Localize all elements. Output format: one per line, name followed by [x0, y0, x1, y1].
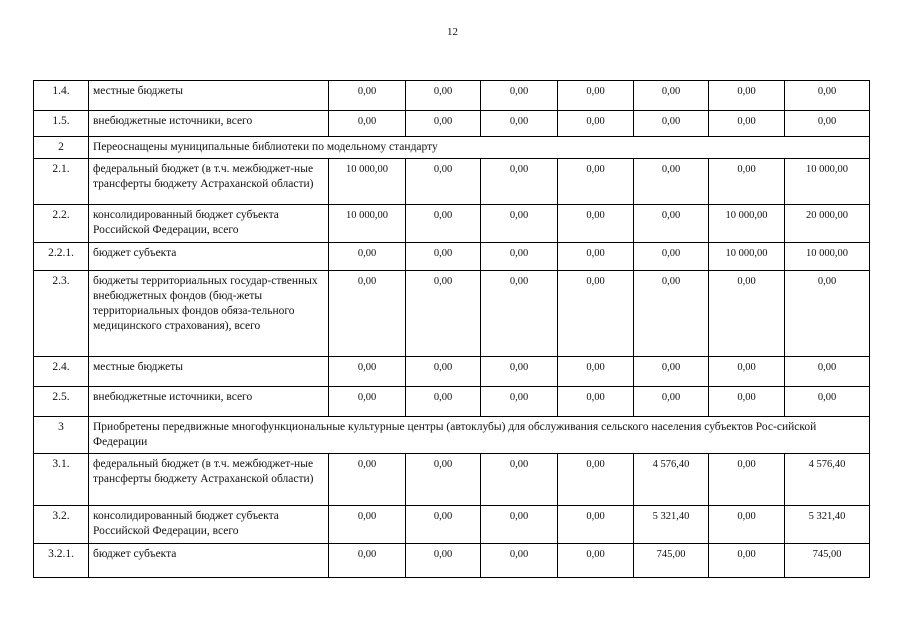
table-row: [34, 544, 870, 578]
funding-source: бюджет субъекта: [89, 243, 329, 271]
funding-source: консолидированный бюджет субъекта Российской Федерации, всего: [89, 506, 329, 544]
amount-cell: 0,00: [406, 205, 481, 243]
amount-cell: 10 000,00: [709, 205, 785, 243]
table-row: [34, 159, 870, 205]
amount-cell: 0,00: [709, 454, 785, 506]
amount-cell: 0,00: [329, 357, 406, 387]
amount-cell: 0,00: [406, 506, 481, 544]
funding-source: бюджет субъекта: [89, 544, 329, 578]
amount-cell: 0,00: [406, 159, 481, 205]
amount-cell: 0,00: [634, 357, 709, 387]
amount-cell: 0,00: [709, 159, 785, 205]
section-title: Переоснащены муниципальные библиотеки по модельному стандарту: [89, 137, 870, 159]
amount-cell: 0,00: [481, 243, 558, 271]
funding-source: бюджеты территориальных государ-ственных внебюджетных фондов (бюд-жеты территориальных фондов обяза-тельного медицинского страхования), всего: [89, 271, 329, 357]
amount-cell: 0,00: [329, 544, 406, 578]
row-number: 2.2.1.: [34, 243, 89, 271]
funding-source: местные бюджеты: [89, 357, 329, 387]
amount-cell: 0,00: [634, 111, 709, 137]
page-number: 12: [447, 26, 458, 38]
amount-cell: 0,00: [709, 544, 785, 578]
amount-cell: 0,00: [634, 81, 709, 111]
amount-cell: 0,00: [558, 357, 634, 387]
amount-cell: 0,00: [406, 271, 481, 357]
amount-cell: 0,00: [634, 271, 709, 357]
amount-cell: 0,00: [634, 243, 709, 271]
amount-cell: 0,00: [558, 243, 634, 271]
row-number: 3.2.: [34, 506, 89, 544]
amount-cell: 0,00: [406, 454, 481, 506]
row-number: 2.4.: [34, 357, 89, 387]
amount-cell: 0,00: [785, 271, 870, 357]
row-number: 1.4.: [34, 81, 89, 111]
amount-cell: 0,00: [406, 544, 481, 578]
amount-cell: 0,00: [785, 111, 870, 137]
amount-cell: 0,00: [785, 387, 870, 417]
amount-cell: 745,00: [785, 544, 870, 578]
amount-cell: 10 000,00: [329, 205, 406, 243]
table-row: [34, 387, 870, 417]
amount-cell: 0,00: [785, 357, 870, 387]
amount-cell: 0,00: [329, 111, 406, 137]
amount-cell: 0,00: [406, 111, 481, 137]
amount-cell: 0,00: [709, 111, 785, 137]
amount-cell: 0,00: [329, 454, 406, 506]
amount-cell: 0,00: [634, 205, 709, 243]
table-row: [34, 506, 870, 544]
row-number: 2: [34, 137, 89, 159]
table-row: [34, 111, 870, 137]
amount-cell: 0,00: [481, 271, 558, 357]
amount-cell: 0,00: [558, 454, 634, 506]
table-row: [34, 357, 870, 387]
row-number: 3: [34, 417, 89, 454]
budget-table: [33, 80, 870, 578]
amount-cell: 0,00: [558, 506, 634, 544]
amount-cell: 0,00: [329, 506, 406, 544]
amount-cell: 0,00: [558, 544, 634, 578]
amount-cell: 4 576,40: [785, 454, 870, 506]
funding-source: внебюджетные источники, всего: [89, 111, 329, 137]
amount-cell: 0,00: [558, 271, 634, 357]
amount-cell: 0,00: [481, 357, 558, 387]
amount-cell: 0,00: [481, 454, 558, 506]
section-row: [34, 417, 870, 454]
amount-cell: 0,00: [406, 243, 481, 271]
amount-cell: 0,00: [406, 81, 481, 111]
row-number: 2.1.: [34, 159, 89, 205]
amount-cell: 20 000,00: [785, 205, 870, 243]
amount-cell: 0,00: [558, 387, 634, 417]
table-row: [34, 243, 870, 271]
amount-cell: 0,00: [634, 387, 709, 417]
row-number: 2.3.: [34, 271, 89, 357]
row-number: 3.1.: [34, 454, 89, 506]
table-row: [34, 81, 870, 111]
amount-cell: 4 576,40: [634, 454, 709, 506]
amount-cell: 0,00: [329, 81, 406, 111]
row-number: 2.2.: [34, 205, 89, 243]
amount-cell: 0,00: [406, 357, 481, 387]
amount-cell: 0,00: [709, 387, 785, 417]
amount-cell: 0,00: [634, 159, 709, 205]
amount-cell: 745,00: [634, 544, 709, 578]
amount-cell: 0,00: [709, 271, 785, 357]
amount-cell: 0,00: [481, 506, 558, 544]
amount-cell: 10 000,00: [329, 159, 406, 205]
amount-cell: 0,00: [406, 387, 481, 417]
funding-source: местные бюджеты: [89, 81, 329, 111]
amount-cell: 10 000,00: [785, 243, 870, 271]
amount-cell: 10 000,00: [785, 159, 870, 205]
section-title: Приобретены передвижные многофункциональные культурные центры (автоклубы) для обслуживания сельского населения субъектов Рос-сийской Федерации: [89, 417, 870, 454]
amount-cell: 5 321,40: [785, 506, 870, 544]
funding-source: внебюджетные источники, всего: [89, 387, 329, 417]
amount-cell: 0,00: [481, 387, 558, 417]
amount-cell: 0,00: [481, 205, 558, 243]
table-row: [34, 205, 870, 243]
amount-cell: 5 321,40: [634, 506, 709, 544]
amount-cell: 0,00: [481, 81, 558, 111]
table-row: [34, 454, 870, 506]
amount-cell: 0,00: [481, 544, 558, 578]
amount-cell: 10 000,00: [709, 243, 785, 271]
amount-cell: 0,00: [329, 243, 406, 271]
row-number: 2.5.: [34, 387, 89, 417]
funding-source: консолидированный бюджет субъекта Российской Федерации, всего: [89, 205, 329, 243]
amount-cell: 0,00: [481, 159, 558, 205]
amount-cell: 0,00: [558, 205, 634, 243]
funding-source: федеральный бюджет (в т.ч. межбюджет-ные трансферты бюджету Астраханской области): [89, 159, 329, 205]
amount-cell: 0,00: [709, 81, 785, 111]
amount-cell: 0,00: [709, 506, 785, 544]
amount-cell: 0,00: [709, 357, 785, 387]
section-row: [34, 137, 870, 159]
amount-cell: 0,00: [558, 81, 634, 111]
funding-source: федеральный бюджет (в т.ч. межбюджет-ные трансферты бюджету Астраханской области): [89, 454, 329, 506]
amount-cell: 0,00: [558, 111, 634, 137]
amount-cell: 0,00: [785, 81, 870, 111]
amount-cell: 0,00: [558, 159, 634, 205]
amount-cell: 0,00: [329, 387, 406, 417]
row-number: 1.5.: [34, 111, 89, 137]
table-row: [34, 271, 870, 357]
row-number: 3.2.1.: [34, 544, 89, 578]
amount-cell: 0,00: [329, 271, 406, 357]
amount-cell: 0,00: [481, 111, 558, 137]
